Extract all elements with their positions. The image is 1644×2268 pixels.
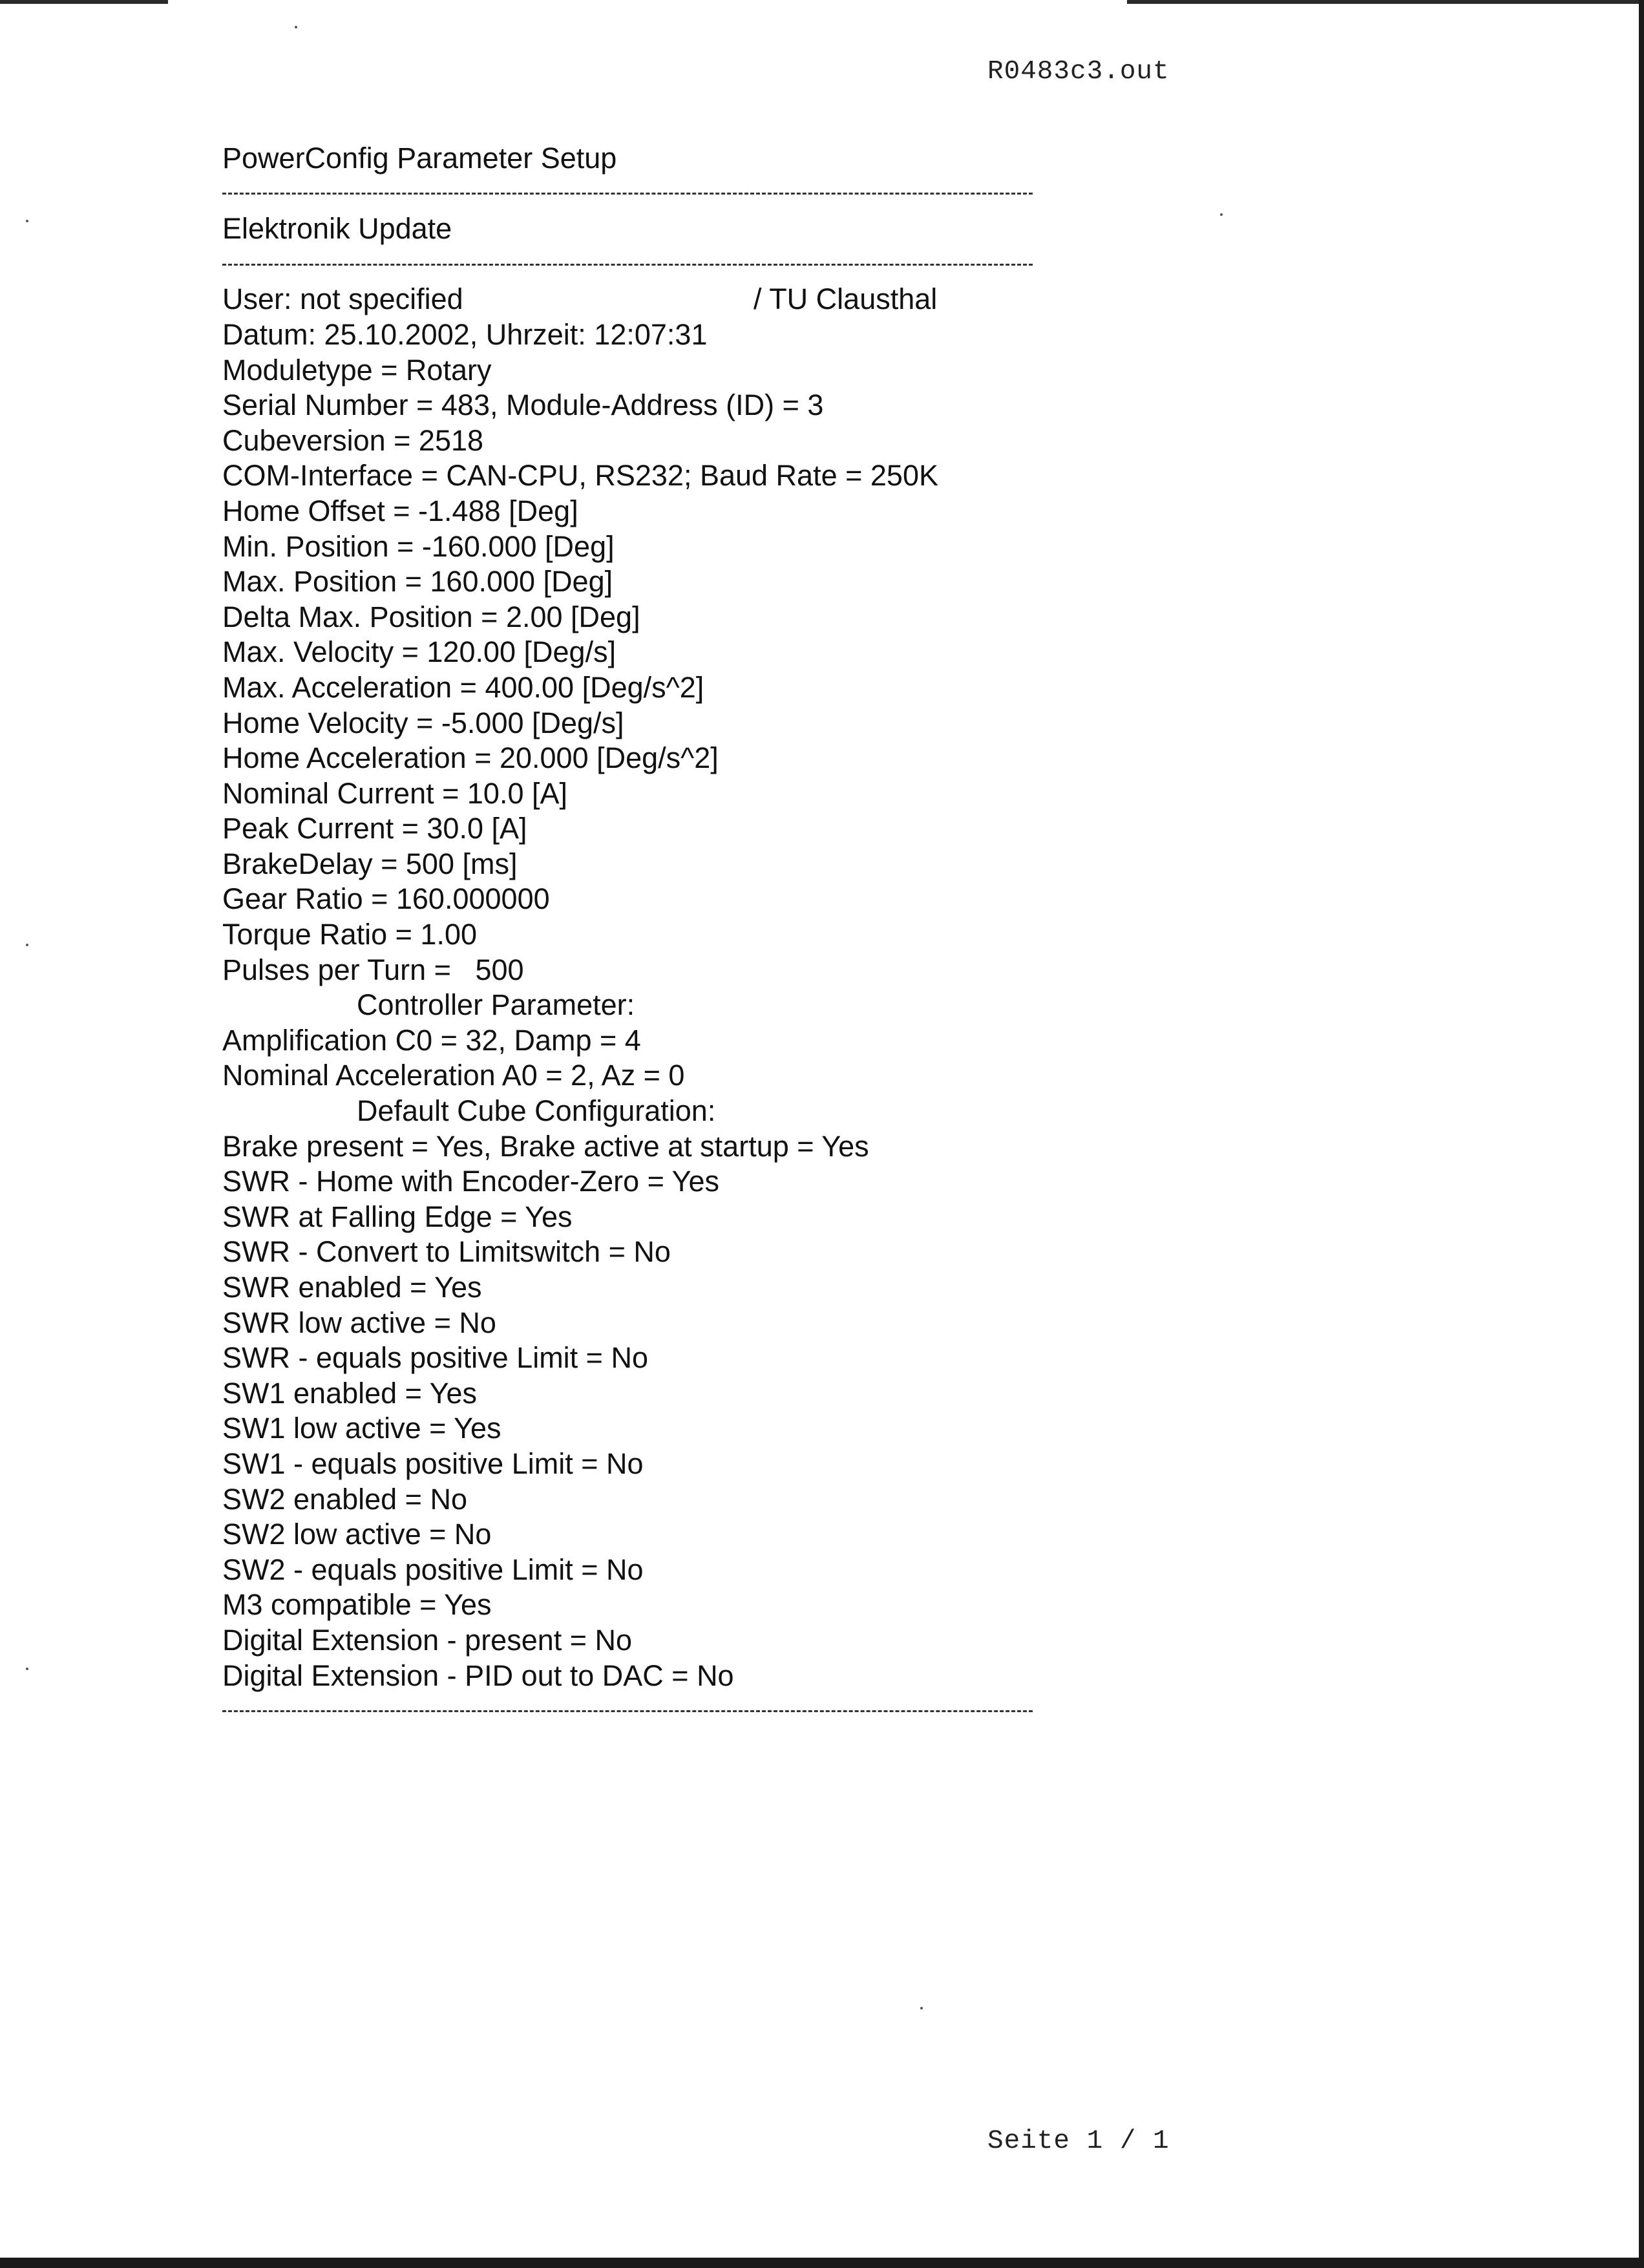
param-line: COM-Interface = CAN-CPU, RS232; Baud Rate = 250K: [222, 459, 938, 493]
config-line: SWR at Falling Edge = Yes: [222, 1200, 573, 1233]
divider: [222, 1693, 1049, 1729]
document-subtitle: Elektronik Update: [222, 212, 452, 246]
param-line: BrakeDelay = 500 [ms]: [222, 847, 518, 880]
config-line: SWR - equals positive Limit = No: [222, 1341, 648, 1375]
param-line: Cubeversion = 2518: [222, 423, 484, 457]
document-title: PowerConfig Parameter Setup: [222, 142, 617, 175]
param-line: Pulses per Turn = 500: [222, 953, 524, 986]
config-line: SWR enabled = Yes: [222, 1271, 482, 1304]
param-line: Gear Ratio = 160.000000: [222, 882, 550, 916]
datetime-line: Datum: 25.10.2002, Uhrzeit: 12:07:31: [222, 317, 708, 351]
scan-edge-top: [0, 0, 168, 4]
param-line: Home Velocity = -5.000 [Deg/s]: [222, 706, 624, 739]
document-filename: R0483c3.out: [987, 57, 1170, 87]
param-line: Peak Current = 30.0 [A]: [222, 812, 527, 845]
config-line: SW2 - equals positive Limit = No: [222, 1553, 644, 1586]
page-number: Seite 1 / 1: [987, 2126, 1170, 2156]
controller-param-line: Nominal Acceleration A0 = 2, Az = 0: [222, 1059, 685, 1092]
cube-config-heading: Default Cube Configuration:: [357, 1094, 716, 1128]
config-line: SW1 enabled = Yes: [222, 1376, 478, 1410]
organization-label: / TU Clausthal: [754, 282, 938, 316]
config-line: SW1 - equals positive Limit = No: [222, 1447, 644, 1480]
controller-param-line: Amplification C0 = 32, Damp = 4: [222, 1023, 641, 1057]
document-body: [222, 141, 1049, 1729]
param-line: Moduletype = Rotary: [222, 353, 492, 387]
scan-edge-bottom: [0, 2258, 1644, 2268]
scan-speck: [26, 220, 28, 222]
scan-speck: [1220, 213, 1223, 216]
scan-edge-right: [1639, 0, 1644, 2268]
main-parameter-list: [222, 353, 1049, 988]
divider: [222, 247, 1049, 282]
divider: [222, 176, 1049, 212]
param-line: Home Offset = -1.488 [Deg]: [222, 494, 578, 527]
user-line: [222, 282, 1049, 317]
config-line: SW2 enabled = No: [222, 1482, 467, 1516]
param-line: Min. Position = -160.000 [Deg]: [222, 529, 615, 563]
config-line: Brake present = Yes, Brake active at startup = Yes: [222, 1129, 869, 1163]
param-line: Max. Velocity = 120.00 [Deg/s]: [222, 635, 616, 669]
param-line: Serial Number = 483, Module-Address (ID) = 3: [222, 388, 824, 422]
param-line: Delta Max. Position = 2.00 [Deg]: [222, 600, 640, 633]
scan-speck: [920, 2007, 923, 2009]
scan-speck: [26, 944, 28, 946]
config-line: SWR - Convert to Limitswitch = No: [222, 1235, 671, 1269]
param-line: Torque Ratio = 1.00: [222, 918, 478, 951]
param-line: Max. Acceleration = 400.00 [Deg/s^2]: [222, 670, 704, 704]
config-line: SWR - Home with Encoder-Zero = Yes: [222, 1165, 720, 1198]
user-label: User: not specified: [222, 282, 463, 316]
controller-heading: Controller Parameter:: [357, 988, 635, 1022]
param-line: Max. Position = 160.000 [Deg]: [222, 565, 613, 599]
config-line: Digital Extension - PID out to DAC = No: [222, 1659, 734, 1692]
config-line: SW1 low active = Yes: [222, 1412, 501, 1445]
config-line: Digital Extension - present = No: [222, 1623, 633, 1657]
config-line: M3 compatible = Yes: [222, 1588, 492, 1622]
param-line: Home Acceleration = 20.000 [Deg/s^2]: [222, 741, 719, 775]
scan-edge-top-right: [1127, 0, 1644, 4]
cube-config-list: [222, 1129, 1049, 1694]
config-line: SW2 low active = No: [222, 1518, 492, 1551]
scan-speck: [295, 26, 297, 28]
scan-speck: [26, 1668, 28, 1670]
config-line: SWR low active = No: [222, 1306, 496, 1339]
param-line: Nominal Current = 10.0 [A]: [222, 776, 568, 810]
